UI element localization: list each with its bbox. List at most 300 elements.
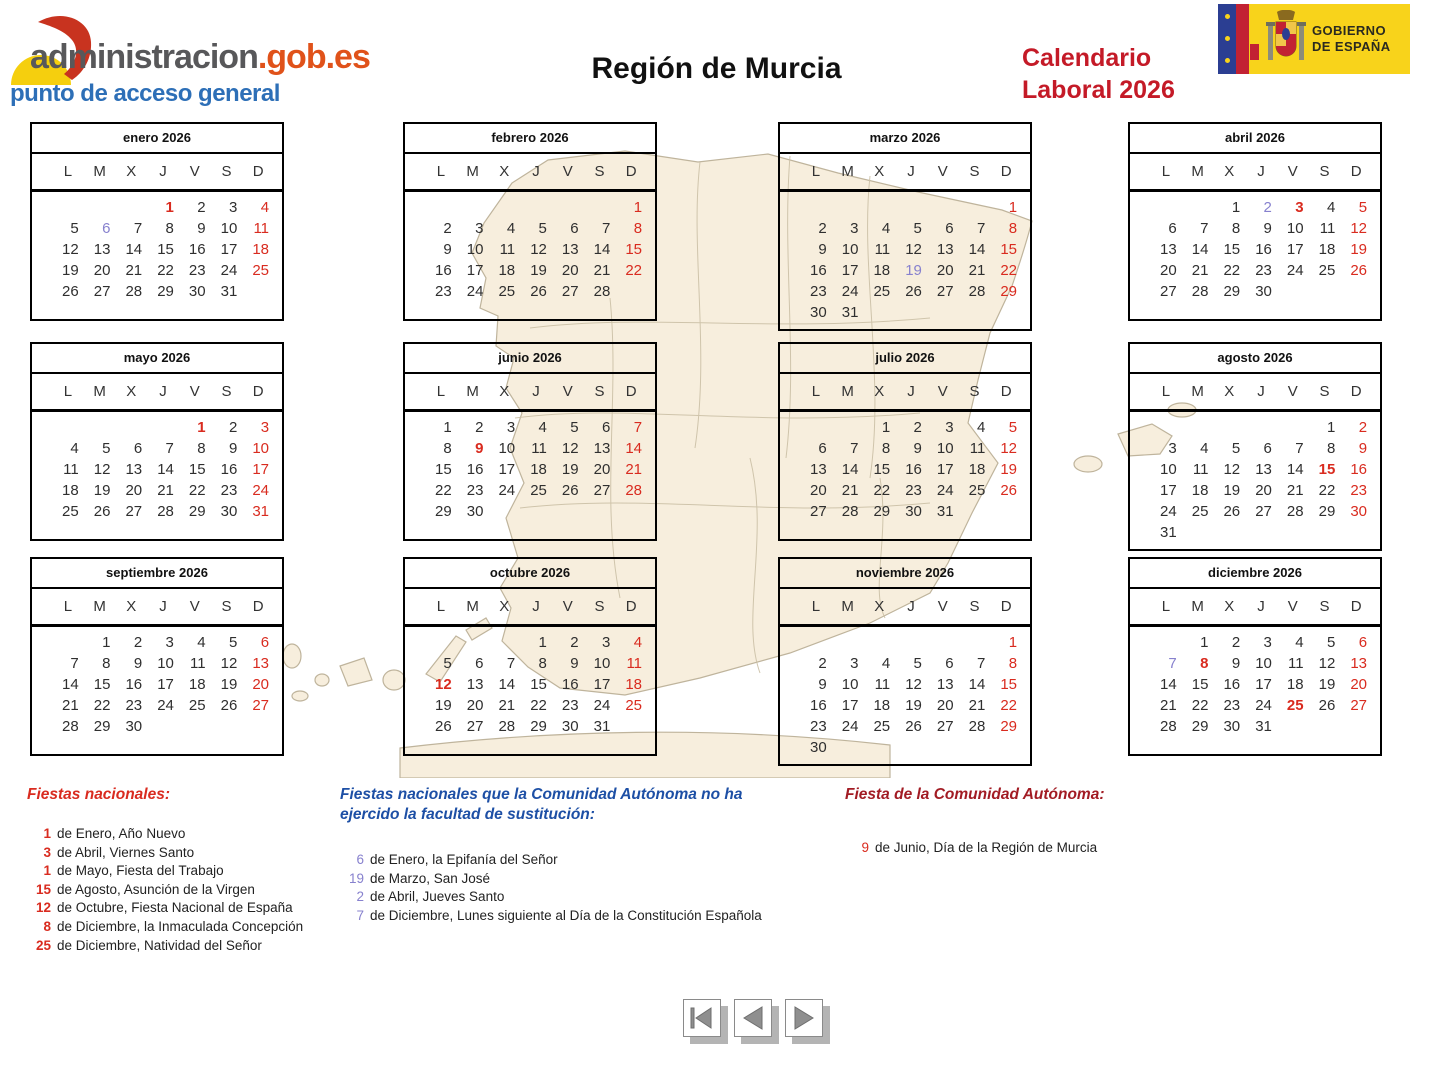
week-row: [1150, 283, 1372, 304]
day-cell: 13: [1160, 241, 1177, 258]
day-cell-empty: [84, 419, 116, 440]
calendar-title-line2: Laboral 2026: [1022, 76, 1175, 104]
holiday-item: [340, 888, 800, 907]
national-holidays-title: Fiestas nacionales:: [27, 786, 171, 803]
month-days: [1130, 627, 1380, 754]
weekday-header: M: [841, 163, 854, 180]
weekday-header: D: [1350, 598, 1362, 615]
week-row: [425, 655, 647, 676]
day-cell: 7: [133, 220, 143, 237]
day-cell: 19: [905, 697, 922, 714]
day-cell-empty: [990, 503, 1022, 524]
weekday-header: M: [1191, 598, 1204, 615]
day-cell-empty: [52, 419, 84, 440]
holiday-item: [845, 839, 1245, 858]
day-cell: 17: [1255, 676, 1272, 693]
holiday-day: 1: [43, 826, 51, 841]
day-cell: 9: [443, 241, 452, 258]
weekday-header: S: [594, 163, 605, 180]
day-cell: 13: [561, 241, 579, 258]
day-cell-empty: [1309, 283, 1341, 304]
day-cell: 25: [62, 503, 79, 520]
day-cell: 29: [1318, 503, 1336, 520]
day-cell: 5: [1008, 419, 1018, 436]
weekday-header: S: [1319, 383, 1330, 400]
week-row: [1150, 655, 1372, 676]
week-row: [1150, 634, 1372, 655]
day-cell: 25: [625, 697, 643, 714]
day-cell: 19: [1000, 461, 1018, 478]
day-cell: 23: [810, 718, 827, 735]
holiday-item: [27, 937, 327, 956]
month-days: [1130, 412, 1380, 549]
day-cell: 21: [498, 697, 516, 714]
flag-yellow-stripe: [1249, 4, 1260, 74]
month-calendar-5: [30, 342, 284, 541]
day-cell: 14: [498, 676, 516, 693]
day-cell-empty: [959, 634, 991, 655]
day-cell: 3: [165, 634, 174, 651]
day-cell: 15: [1000, 676, 1018, 693]
day-cell: 25: [188, 697, 206, 714]
day-cell: 29: [530, 718, 547, 735]
weekday-header: M: [841, 598, 854, 615]
day-cell: 19: [93, 482, 111, 499]
week-row: [1150, 676, 1372, 697]
day-cell-empty: [895, 739, 927, 760]
day-cell: 12: [561, 440, 579, 457]
day-cell: 4: [881, 220, 891, 237]
day-cell-empty: [1150, 419, 1182, 440]
day-cell: 21: [968, 262, 986, 279]
weekday-header: L: [436, 598, 446, 615]
day-cell: 30: [1350, 503, 1368, 520]
weekday-header: X: [1224, 598, 1235, 615]
month-days: [405, 627, 655, 754]
day-cell-empty: [1277, 524, 1309, 545]
holiday-text: de Abril, Viernes Santo: [57, 844, 195, 860]
day-cell-empty: [242, 283, 274, 304]
month-calendar-2: [403, 122, 657, 321]
day-cell: 21: [968, 697, 986, 714]
week-row: [52, 199, 274, 220]
weekday-header: D: [1000, 383, 1012, 400]
day-cell-empty: [520, 503, 552, 524]
month-days: [32, 192, 282, 319]
day-cell-empty: [1150, 199, 1182, 220]
day-cell: 23: [466, 482, 484, 499]
day-cell: 1: [538, 634, 547, 651]
day-cell: 2: [913, 419, 922, 436]
day-cell: 16: [220, 461, 238, 478]
day-cell: 17: [498, 461, 516, 478]
day-cell: 11: [874, 241, 891, 258]
day-cell: 8: [102, 655, 111, 672]
week-row: [1150, 524, 1372, 545]
day-cell: 20: [252, 676, 270, 693]
day-cell: 19: [220, 676, 238, 693]
holiday-day: 19: [348, 870, 364, 886]
day-cell: 6: [1358, 634, 1368, 651]
weekday-header: D: [252, 163, 264, 180]
day-cell: 6: [570, 220, 579, 237]
week-row: [800, 697, 1022, 718]
day-cell: 5: [913, 655, 922, 672]
day-cell: 13: [936, 241, 954, 258]
week-row: [425, 503, 647, 524]
weekday-header: X: [1224, 163, 1235, 180]
day-cell: 10: [936, 440, 954, 457]
day-cell: 21: [841, 482, 859, 499]
day-cell: 16: [188, 241, 206, 258]
day-cell: 26: [435, 718, 452, 735]
day-cell: 1: [1231, 199, 1241, 216]
day-cell: 26: [530, 283, 547, 300]
holiday-day: 8: [43, 918, 51, 934]
holiday-day: 25: [35, 937, 51, 953]
day-cell: 18: [1191, 482, 1209, 499]
day-cell: 5: [1231, 440, 1241, 457]
week-row: [1150, 503, 1372, 524]
not-substituted-title-line1: Fiestas nacionales que la Comunidad Autónoma no ha: [340, 786, 743, 803]
weekday-header: M: [841, 383, 854, 400]
day-cell: 20: [1255, 482, 1272, 499]
day-cell: 28: [157, 503, 174, 520]
day-cell: 14: [841, 461, 859, 478]
month-calendar-6: [403, 342, 657, 541]
day-cell: 21: [1160, 697, 1177, 714]
day-cell: 12: [905, 241, 922, 258]
day-cell: 11: [63, 461, 79, 478]
day-cell: 24: [1286, 262, 1304, 279]
weekday-header-row: [780, 154, 1030, 192]
weekday-header: J: [1257, 383, 1265, 400]
day-cell: 13: [93, 241, 111, 258]
month-days: [1130, 192, 1380, 319]
day-cell: 7: [633, 419, 643, 436]
day-cell: 21: [1286, 482, 1304, 499]
weekday-header-row: [405, 374, 655, 412]
day-cell: 13: [125, 461, 143, 478]
weekday-header: L: [1161, 163, 1171, 180]
day-cell: 1: [1008, 199, 1018, 216]
month-days: [780, 627, 1030, 764]
weekday-header: D: [1350, 163, 1362, 180]
day-cell: 31: [841, 304, 859, 321]
week-row: [800, 262, 1022, 283]
day-cell: 16: [125, 676, 143, 693]
week-row: [52, 419, 274, 440]
month-title: septiembre 2026: [32, 559, 282, 589]
weekday-header: M: [466, 163, 479, 180]
day-cell: 9: [1358, 440, 1368, 457]
day-cell: 29: [93, 718, 111, 735]
week-row: [425, 461, 647, 482]
holiday-text: de Enero, Año Nuevo: [57, 826, 186, 841]
day-cell: 2: [1231, 634, 1241, 651]
day-cell: 1: [102, 634, 111, 651]
day-cell-empty: [179, 718, 211, 739]
day-cell: 12: [1350, 220, 1368, 237]
day-cell-empty: [584, 199, 616, 220]
day-cell: 29: [1000, 283, 1018, 300]
day-cell: 10: [1255, 655, 1272, 672]
weekday-header: J: [907, 163, 915, 180]
weekday-header-row: [1130, 374, 1380, 412]
day-cell-empty: [147, 718, 179, 739]
day-cell: 12: [1223, 461, 1241, 478]
day-cell: 18: [498, 262, 516, 279]
day-cell: 21: [593, 262, 611, 279]
day-cell: 13: [593, 440, 611, 457]
holiday-item: [27, 825, 327, 844]
weekday-header: V: [937, 598, 948, 615]
holiday-text: de Diciembre, Lunes siguiente al Día de la Constitución Española: [370, 907, 762, 923]
day-cell: 21: [125, 262, 143, 279]
day-cell: 25: [1191, 503, 1209, 520]
day-cell: 9: [475, 440, 484, 457]
day-cell: 16: [810, 697, 827, 714]
day-cell: 27: [125, 503, 143, 520]
day-cell-empty: [1309, 718, 1341, 739]
nav-next-button[interactable]: [785, 999, 823, 1037]
day-cell: 24: [593, 697, 611, 714]
day-cell: 18: [873, 697, 891, 714]
weekday-header: V: [562, 163, 573, 180]
day-cell: 7: [1200, 220, 1209, 237]
week-row: [52, 283, 274, 304]
holiday-item: [27, 899, 327, 918]
day-cell: 8: [197, 440, 206, 457]
day-cell: 13: [1350, 655, 1368, 672]
day-cell: 3: [945, 419, 954, 436]
day-cell: 22: [625, 262, 643, 279]
day-cell: 7: [850, 440, 859, 457]
nav-first-button[interactable]: [683, 999, 721, 1037]
day-cell: 27: [561, 283, 579, 300]
day-cell: 22: [530, 697, 547, 714]
month-calendar-8: [1128, 342, 1382, 551]
day-cell: 14: [593, 241, 611, 258]
weekday-header-row: [1130, 589, 1380, 627]
day-cell: 8: [633, 220, 643, 237]
weekday-header: X: [499, 163, 510, 180]
day-cell: 20: [936, 697, 954, 714]
skip-to-first-icon: [687, 1003, 717, 1033]
day-cell-empty: [211, 718, 243, 739]
day-cell: 17: [157, 676, 174, 693]
day-cell: 16: [466, 461, 484, 478]
day-cell: 28: [1160, 718, 1177, 735]
day-cell-empty: [52, 199, 84, 220]
holiday-text: de Mayo, Fiesta del Trabajo: [57, 863, 224, 879]
day-cell: 14: [1191, 241, 1209, 258]
day-cell: 23: [561, 697, 579, 714]
site-logo-subtitle: punto de acceso general: [10, 80, 280, 107]
weekday-header-row: [780, 374, 1030, 412]
day-cell: 10: [466, 241, 484, 258]
day-cell-empty: [895, 304, 927, 325]
month-title: mayo 2026: [32, 344, 282, 374]
day-cell: 11: [1192, 461, 1209, 478]
day-cell: 6: [475, 655, 484, 672]
weekday-header: M: [93, 598, 106, 615]
day-cell: 28: [1286, 503, 1304, 520]
day-cell: 2: [475, 419, 484, 436]
weekday-header: L: [63, 383, 73, 400]
weekday-header: D: [1350, 383, 1362, 400]
day-cell-empty: [552, 199, 584, 220]
nav-previous-button[interactable]: [734, 999, 772, 1037]
week-row: [52, 461, 274, 482]
day-cell: 5: [443, 655, 452, 672]
day-cell: 11: [1319, 220, 1336, 237]
week-row: [1150, 199, 1372, 220]
day-cell: 14: [1160, 676, 1177, 693]
day-cell: 16: [1223, 676, 1241, 693]
day-cell: 27: [936, 283, 954, 300]
holiday-day: 15: [35, 881, 51, 897]
week-row: [52, 440, 274, 461]
weekday-header: D: [625, 598, 637, 615]
week-row: [1150, 440, 1372, 461]
weekday-header: D: [1000, 598, 1012, 615]
weekday-header: S: [594, 598, 605, 615]
day-cell: 5: [1358, 199, 1368, 216]
day-cell-empty: [552, 503, 584, 524]
day-cell: 2: [197, 199, 206, 216]
day-cell: 11: [969, 440, 986, 457]
holiday-item: [340, 907, 800, 926]
week-row: [52, 503, 274, 524]
weekday-header: S: [1319, 163, 1330, 180]
day-cell: 5: [102, 440, 111, 457]
arrow-left-icon: [738, 1003, 768, 1033]
week-row: [1150, 697, 1372, 718]
day-cell: 4: [538, 419, 547, 436]
day-cell: 21: [62, 697, 79, 714]
month-days: [32, 627, 282, 754]
day-cell: 25: [252, 262, 270, 279]
day-cell-empty: [959, 739, 991, 760]
day-cell: 3: [228, 199, 238, 216]
day-cell: 23: [125, 697, 143, 714]
weekday-header-row: [32, 154, 282, 192]
weekday-header: J: [159, 383, 167, 400]
day-cell-empty: [488, 199, 520, 220]
day-cell: 11: [253, 220, 270, 237]
weekday-header-row: [780, 589, 1030, 627]
week-row: [1150, 262, 1372, 283]
day-cell-empty: [1213, 419, 1245, 440]
weekday-header: J: [907, 598, 915, 615]
day-cell: 29: [873, 503, 891, 520]
day-cell-empty: [1182, 419, 1214, 440]
day-cell-empty: [1182, 524, 1214, 545]
day-cell: 18: [62, 482, 79, 499]
day-cell: 22: [157, 262, 174, 279]
month-title: junio 2026: [405, 344, 655, 374]
holiday-item: [27, 862, 327, 881]
weekday-header: L: [436, 383, 446, 400]
day-cell: 23: [1255, 262, 1272, 279]
week-row: [1150, 718, 1372, 739]
week-row: [52, 262, 274, 283]
day-cell-empty: [959, 199, 991, 220]
day-cell: 3: [260, 419, 270, 436]
holiday-item: [340, 851, 800, 870]
day-cell-empty: [615, 503, 647, 524]
holiday-item: [340, 870, 800, 889]
week-row: [425, 718, 647, 739]
day-cell-empty: [863, 199, 895, 220]
day-cell: 25: [1286, 697, 1304, 714]
day-cell: 14: [125, 241, 143, 258]
month-title: octubre 2026: [405, 559, 655, 589]
day-cell-empty: [990, 304, 1022, 325]
day-cell: 27: [93, 283, 111, 300]
month-title: julio 2026: [780, 344, 1030, 374]
week-row: [52, 697, 274, 718]
day-cell: 31: [252, 503, 270, 520]
day-cell: 10: [220, 220, 238, 237]
weekday-header: S: [1319, 598, 1330, 615]
day-cell: 9: [197, 220, 206, 237]
day-cell: 12: [905, 676, 922, 693]
day-cell-empty: [800, 199, 832, 220]
week-row: [1150, 419, 1372, 440]
day-cell: 3: [475, 220, 484, 237]
day-cell: 7: [601, 220, 611, 237]
day-cell: 24: [252, 482, 270, 499]
day-cell-empty: [1340, 524, 1372, 545]
day-cell-empty: [1213, 524, 1245, 545]
page-title: Región de Murcia: [591, 52, 842, 85]
not-substituted-holidays-section: [340, 785, 800, 925]
day-cell: 6: [260, 634, 270, 651]
day-cell: 22: [1000, 262, 1018, 279]
day-cell: 22: [1000, 697, 1018, 714]
day-cell: 23: [435, 283, 452, 300]
national-holidays-section: [27, 785, 327, 955]
day-cell-empty: [927, 199, 959, 220]
arrow-right-icon: [789, 1003, 819, 1033]
day-cell: 19: [561, 461, 579, 478]
day-cell-empty: [584, 503, 616, 524]
day-cell-empty: [115, 199, 147, 220]
site-logo-name: administracion: [30, 38, 258, 76]
day-cell: 9: [570, 655, 579, 672]
day-cell-empty: [895, 634, 927, 655]
month-days: [780, 192, 1030, 329]
day-cell: 15: [93, 676, 111, 693]
holiday-item: [27, 881, 327, 900]
weekday-header: J: [532, 598, 540, 615]
day-cell: 1: [881, 419, 891, 436]
day-cell: 3: [850, 655, 859, 672]
holiday-day: 2: [356, 889, 364, 905]
not-substituted-title: [340, 785, 800, 825]
weekday-header: X: [874, 598, 885, 615]
day-cell: 26: [905, 283, 922, 300]
weekday-header: D: [625, 383, 637, 400]
day-cell: 1: [633, 199, 643, 216]
day-cell: 22: [93, 697, 111, 714]
day-cell: 29: [435, 503, 452, 520]
day-cell: 14: [968, 241, 986, 258]
day-cell: 16: [435, 262, 452, 279]
day-cell: 27: [1255, 503, 1272, 520]
